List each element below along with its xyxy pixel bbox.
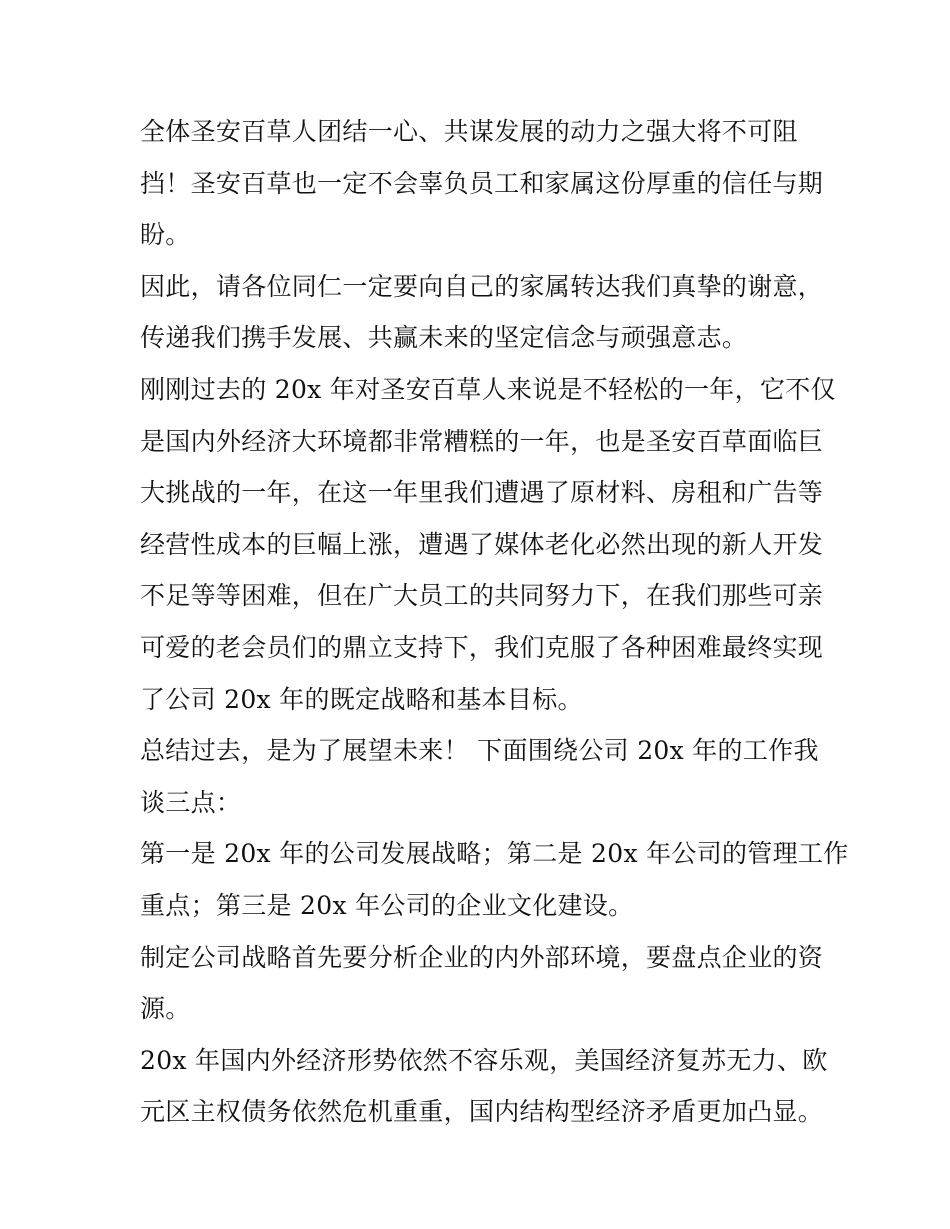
text-line: 因此，请各位同仁一定要向自己的家属转达我们真挚的谢意， — [140, 271, 824, 301]
text-line: 刚刚过去的 20x 年对圣安百草人来说是不轻松的一年，它不仅 — [140, 374, 836, 404]
text-line: 20x 年国内外经济形势依然不容乐观，美国经济复苏无力、欧 — [140, 1045, 828, 1075]
text-line: 不足等等困难，但在广大员工的共同努力下，在我们那些可亲 — [140, 581, 824, 611]
text-line: 是国内外经济大环境都非常糟糕的一年，也是圣安百草面临巨 — [140, 426, 824, 456]
text-line: 元区主权债务依然危机重重，国内结构型经济矛盾更加凸显。 — [140, 1097, 824, 1127]
text-line: 第一是 20x 年的公司发展战略；第二是 20x 年公司的管理工作 — [140, 839, 849, 869]
text-line: 挡！圣安百草也一定不会辜负员工和家属这份厚重的信任与期 — [140, 168, 824, 198]
text-line: 重点；第三是 20x 年公司的企业文化建设。 — [140, 890, 634, 920]
text-line: 谈三点： — [140, 787, 242, 817]
text-line: 了公司 20x 年的既定战略和基本目标。 — [140, 684, 583, 714]
text-line: 大挑战的一年，在这一年里我们遭遇了原材料、房租和广告等 — [140, 478, 824, 508]
text-line: 源。 — [140, 994, 191, 1024]
text-line: 可爱的老会员们的鼎立支持下，我们克服了各种困难最终实现 — [140, 632, 824, 662]
body-text — [140, 106, 849, 1138]
text-line: 盼。 — [140, 220, 191, 250]
text-line: 制定公司战略首先要分析企业的内外部环境，要盘点企业的资 — [140, 942, 824, 972]
text-line: 传递我们携手发展、共赢未来的坚定信念与顽强意志。 — [140, 323, 748, 353]
text-line: 全体圣安百草人团结一心、共谋发展的动力之强大将不可阻 — [140, 117, 798, 146]
text-line: 总结过去，是为了展望未来！ 下面围绕公司 20x 年的工作我 — [140, 736, 819, 766]
text-line: 经营性成本的巨幅上涨，遭遇了媒体老化必然出现的新人开发 — [140, 529, 824, 559]
